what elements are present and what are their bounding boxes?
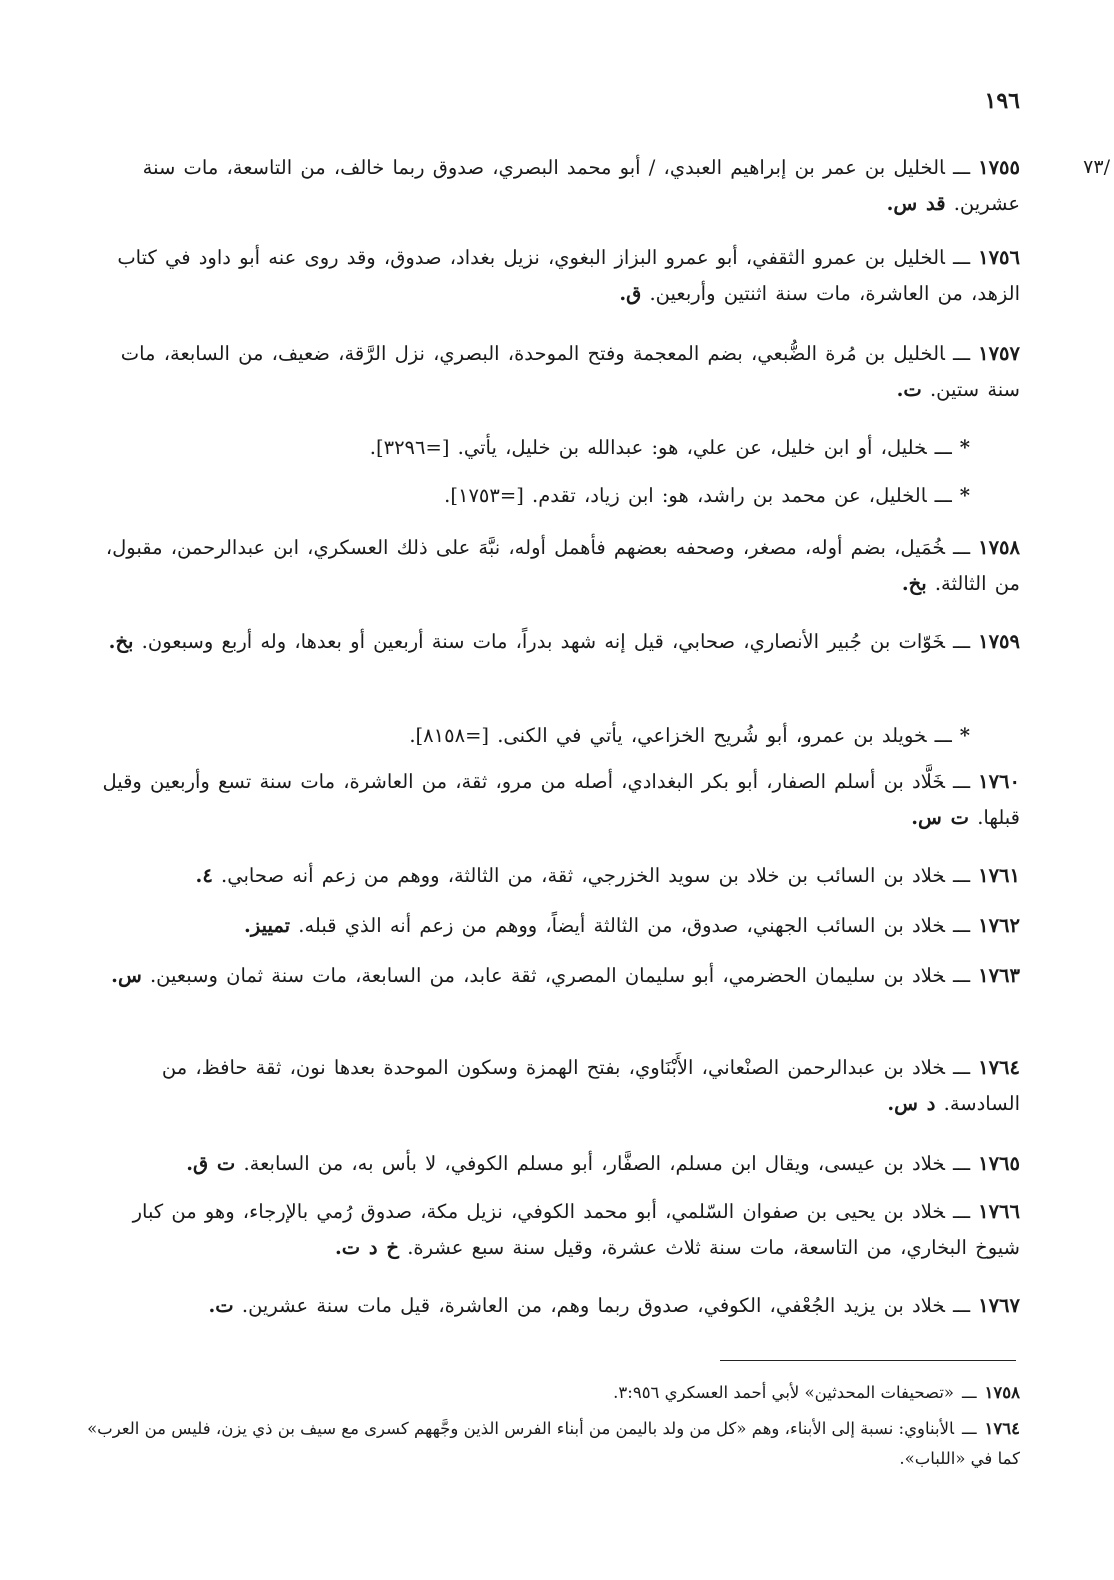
page-number: ١٩٦: [984, 88, 1020, 114]
entry-dash: ـــ: [952, 964, 971, 987]
entry-symbols: ٤.: [195, 864, 213, 887]
entry-number: ١٧٥٩: [978, 630, 1020, 653]
footnote-1758: [80, 1378, 1020, 1408]
cross-reference-entry: [80, 718, 1020, 754]
footnote-dash: ـــ: [962, 1419, 977, 1438]
entry-1759: [80, 624, 1020, 660]
entry-1762: [80, 908, 1020, 944]
asterisk-marker: *: [959, 484, 970, 507]
entry-symbols: س.: [111, 964, 142, 987]
entry-text: خلاد بن يحيى بن صفوان السّلمي، أبو محمد الكوفي، نزيل مكة، صدوق رُمي بالإرجاء، وهو من كبار شيوخ البخاري، من التاسعة، مات سنة ثلاث عشرة، وقيل سنة سبع عشرة.: [132, 1200, 1020, 1259]
entry-symbols: ت.: [896, 378, 922, 401]
entry-1761: [80, 858, 1020, 894]
entry-dash: ـــ: [952, 1056, 971, 1079]
entry-symbols: تمييز.: [244, 914, 291, 937]
entry-text: الخليل بن مُرة الضُّبعي، بضم المعجمة وفتح الموحدة، البصري، نزل الرَّقة، ضعيف، من السابعة، مات سنة ستين.: [120, 342, 1020, 401]
entry-number: ١٧٦٥: [978, 1152, 1020, 1175]
cross-reference-entry: [80, 478, 1020, 514]
entry-1765: [80, 1146, 1020, 1182]
entry-dash: ـــ: [952, 342, 971, 365]
entry-number: ١٧٦١: [978, 864, 1020, 887]
entry-text: الخليل بن عمر بن إبراهيم العبدي، / أبو محمد البصري، صدوق ربما خالف، من التاسعة، مات سنة عشرين.: [142, 156, 1020, 215]
entry-text: خلاد بن سليمان الحضرمي، أبو سليمان المصري، ثقة عابد، من السابعة، مات سنة ثمان وسبعين.: [149, 964, 945, 987]
entry-number: ١٧٥٧: [978, 342, 1020, 365]
entry-dash: ـــ: [934, 436, 952, 459]
margin-reference: /٧٣: [1083, 156, 1110, 178]
entry-1760: [80, 764, 1020, 836]
entry-dash: ـــ: [952, 1200, 971, 1223]
entry-text: خَلَّاد بن أسلم الصفار، أبو بكر البغدادي، أصله من مرو، ثقة، من العاشرة، مات سنة تسع وأربعين وقيل قبلها.: [102, 770, 1020, 829]
entry-dash: ـــ: [952, 770, 971, 793]
entry-symbols: قد س.: [886, 192, 946, 215]
entry-1756: [80, 240, 1020, 312]
entry-symbols: بخ.: [901, 572, 927, 595]
footnote-divider: [720, 1360, 1016, 1361]
asterisk-marker: *: [959, 724, 970, 747]
entry-dash: ـــ: [952, 864, 971, 887]
entry-symbols: د س.: [887, 1092, 936, 1115]
entry-dash: ـــ: [952, 156, 971, 179]
entry-number: ١٧٥٨: [978, 536, 1020, 559]
entry-dash: ـــ: [952, 914, 971, 937]
entry-number: ١٧٦٧: [978, 1294, 1020, 1317]
entry-dash: ـــ: [934, 484, 952, 507]
entry-symbols: ق.: [619, 282, 642, 305]
entry-dash: ـــ: [934, 724, 952, 747]
entry-text: خلاد بن السائب الجهني، صدوق، من الثالثة أيضاً، ووهم من زعم أنه الذي قبله.: [298, 914, 945, 937]
entry-1767: [80, 1288, 1020, 1324]
footnote-number: ١٧٥٨: [984, 1383, 1020, 1402]
entry-dash: ـــ: [952, 246, 971, 269]
entry-symbols: ت.: [208, 1294, 234, 1317]
entry-symbols: خ د ت.: [334, 1236, 399, 1259]
entry-dash: ـــ: [952, 1294, 971, 1317]
entry-dash: ـــ: [952, 1152, 971, 1175]
entry-number: ١٧٥٦: [978, 246, 1020, 269]
entry-symbols: ت ق.: [186, 1152, 236, 1175]
entry-text: الخليل، عن محمد بن راشد، هو: ابن زياد، تقدم. [=١٧٥٣].: [444, 484, 927, 507]
footnote-text: الأبناوي: نسبة إلى الأبناء، وهم «كل من ولد باليمن من أبناء الفرس الذين وجَّههم كسرى مع سيف بن ذي يزن، فليس من العرب» كما في «اللباب».: [87, 1419, 1020, 1468]
cross-reference-entry: [80, 430, 1020, 466]
entry-text: خَوّات بن جُبير الأنصاري، صحابي، قيل إنه شهد بدراً، مات سنة أربعين أو بعدها، وله أربع وسبعون.: [141, 630, 945, 653]
entry-text: خلاد بن عبدالرحمن الصنْعاني، الأَبْنَاوي، بفتح الهمزة وسكون الموحدة بعدها نون، ثقة حافظ، من السادسة.: [161, 1056, 1020, 1115]
entry-text: خويلد بن عمرو، أبو شُريح الخزاعي، يأتي في الكنى. [=٨١٥٨].: [409, 724, 927, 747]
entry-text: خُمَيل، بضم أوله، مصغر، وصحفه بعضهم فأهمل أوله، نبَّهَ على ذلك العسكري، ابن عبدالرحمن، مقبول، من الثالثة.: [105, 536, 1020, 595]
entry-1757: [80, 336, 1020, 408]
entry-1766: [80, 1194, 1020, 1266]
entry-symbols: بخ.: [108, 630, 134, 653]
footnote-number: ١٧٦٤: [984, 1419, 1020, 1438]
footnote-text: «تصحيفات المحدثين» لأبي أحمد العسكري ٣:٩٥٦.: [613, 1383, 955, 1402]
asterisk-marker: *: [959, 436, 970, 459]
entry-number: ١٧٦٤: [978, 1056, 1020, 1079]
footnote-dash: ـــ: [962, 1383, 977, 1402]
entry-1763: [80, 958, 1020, 994]
entry-text: خليل، أو ابن خليل، عن علي، هو: عبدالله بن خليل، يأتي. [=٣٢٩٦].: [369, 436, 927, 459]
entry-number: ١٧٥٥: [978, 156, 1020, 179]
entry-1755: [80, 150, 1020, 222]
entry-text: خلاد بن يزيد الجُعْفي، الكوفي، صدوق ربما وهم، من العاشرة، قيل مات سنة عشرين.: [241, 1294, 945, 1317]
footnote-1764: [80, 1414, 1020, 1474]
entry-number: ١٧٦٦: [978, 1200, 1020, 1223]
entry-symbols: ت س.: [911, 806, 969, 829]
entry-number: ١٧٦٣: [978, 964, 1020, 987]
entry-text: الخليل بن عمرو الثقفي، أبو عمرو البزاز البغوي، نزيل بغداد، صدوق، وقد روى عنه أبو داود في كتاب الزهد، من العاشرة، مات سنة اثنتين وأربعين.: [117, 246, 1020, 305]
entry-1758: [80, 530, 1020, 602]
entry-number: ١٧٦٠: [978, 770, 1020, 793]
entry-dash: ـــ: [952, 630, 971, 653]
entry-1764: [80, 1050, 1020, 1122]
entry-dash: ـــ: [952, 536, 971, 559]
entry-text: خلاد بن عيسى، ويقال ابن مسلم، الصفَّار، أبو مسلم الكوفي، لا بأس به، من السابعة.: [243, 1152, 945, 1175]
entry-number: ١٧٦٢: [978, 914, 1020, 937]
entry-text: خلاد بن السائب بن خلاد بن سويد الخزرجي، ثقة، من الثالثة، ووهم من زعم أنه صحابي.: [221, 864, 945, 887]
